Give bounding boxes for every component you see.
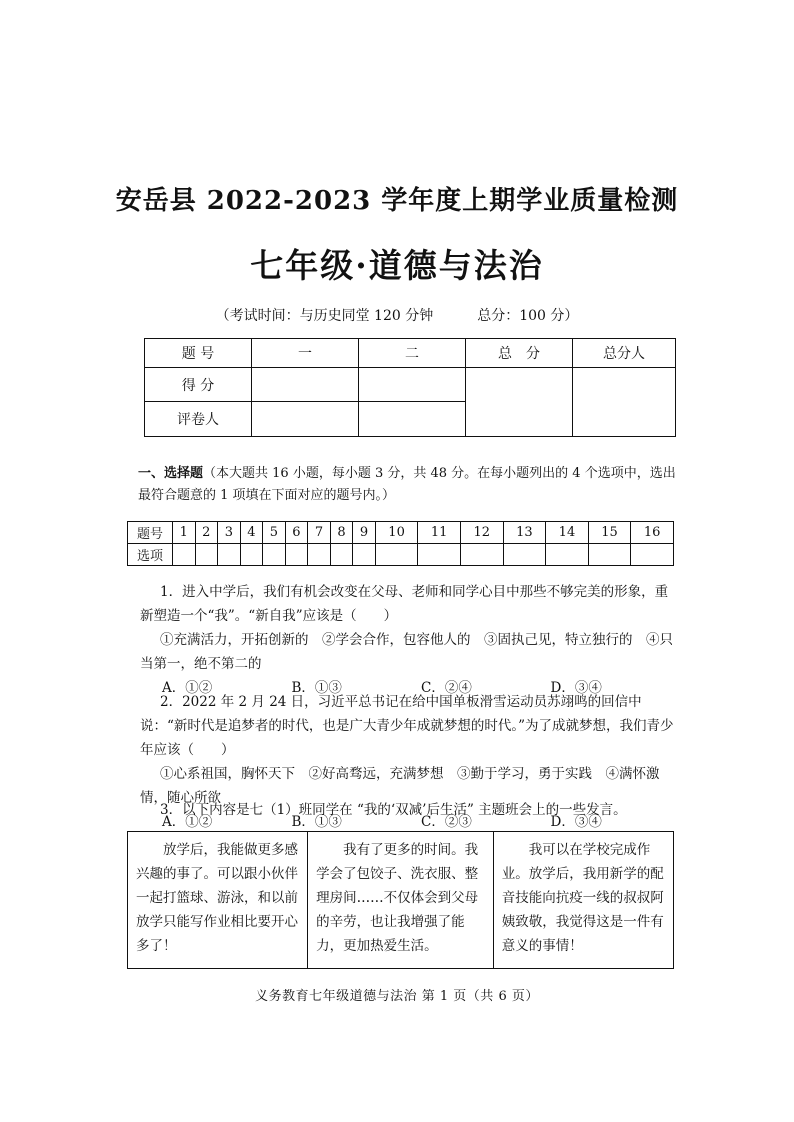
- answer-cell[interactable]: [195, 544, 218, 566]
- speech-text: 我有了更多的时间。我学会了包饺子、洗衣服、整理房间……不仅体会到父母的辛劳，也让我增强了能力，更加热爱生活。: [316, 842, 479, 954]
- answer-option-row: [128, 544, 674, 566]
- question-stem: 3．以下内容是七（1）班同学在 “我的‘双减’后生活” 主题班会上的一些发言。: [160, 802, 627, 818]
- answer-cell[interactable]: [285, 544, 308, 566]
- question-1: [140, 580, 680, 700]
- answer-number: 11: [418, 522, 461, 544]
- answer-cell[interactable]: [460, 544, 503, 566]
- speech-box: [308, 832, 494, 969]
- grader-row-label: 评卷人: [145, 402, 252, 437]
- scorer-cell: [573, 368, 676, 437]
- answer-number: 1: [173, 522, 196, 544]
- answer-cell[interactable]: [218, 544, 241, 566]
- score-head-part2: 二: [359, 339, 466, 368]
- answer-number: 13: [503, 522, 546, 544]
- answer-number: 9: [353, 522, 376, 544]
- exam-info: [0, 305, 794, 325]
- score-cell: [359, 368, 466, 402]
- answer-number: 15: [588, 522, 631, 544]
- speech-text: 我可以在学校完成作业。放学后，我用新学的配音技能向抗疫一线的叔叔阿姨致敬，我觉得这是一件有意义的事情！: [501, 842, 664, 954]
- answer-number: 14: [546, 522, 589, 544]
- answer-number: 4: [240, 522, 263, 544]
- score-head-total: 总 分: [466, 339, 573, 368]
- speech-box: [493, 832, 673, 969]
- answer-number: 2: [195, 522, 218, 544]
- option-b[interactable]: B．①③: [291, 814, 342, 830]
- answer-number: 5: [263, 522, 286, 544]
- answer-cell[interactable]: [308, 544, 331, 566]
- answer-cell[interactable]: [546, 544, 589, 566]
- section-title: 一、选择题: [138, 466, 204, 481]
- option-d[interactable]: D．③④: [550, 814, 602, 830]
- question-stem-text: 1．进入中学后，我们有机会改变在父母、老师和同学心目中那些不够完美的形象，重新塑造一个“我”。“新自我”应该是（ ）: [140, 584, 669, 624]
- option-b[interactable]: B．①③: [291, 680, 342, 696]
- score-head-number: 题 号: [145, 339, 252, 368]
- answer-number: 12: [460, 522, 503, 544]
- answer-cell[interactable]: [353, 544, 376, 566]
- answer-cell[interactable]: [503, 544, 546, 566]
- score-cell: [252, 368, 359, 402]
- answer-number: 7: [308, 522, 331, 544]
- answer-cell[interactable]: [418, 544, 461, 566]
- option-c[interactable]: C．②③: [421, 814, 472, 830]
- page-footer: 义务教育七年级道德与法治 第 1 页（共 6 页）: [255, 989, 539, 1004]
- total-score-cell: [466, 368, 573, 437]
- answer-row-label: 选项: [128, 544, 173, 566]
- score-table: [144, 338, 676, 437]
- question-stem: [140, 580, 680, 628]
- answer-number: 10: [375, 522, 418, 544]
- speech-boxes: [127, 831, 674, 969]
- section-instruction: （本大题共 16 小题，每小题 3 分，共 48 分。在每小题列出的 4 个选项中，选出最符合题意的 1 项填在下面对应的题号内。）: [138, 466, 676, 503]
- speech-text: 放学后，我能做更多感兴趣的事了。可以跟小伙伴一起打篮球、游泳，和以前放学只能写作业相比要开心多了！: [136, 842, 298, 954]
- score-row-label: 得 分: [145, 368, 252, 402]
- grader-cell: [359, 402, 466, 437]
- answer-number: 6: [285, 522, 308, 544]
- exam-title: 安岳县 2022-2023 学年度上期学业质量检测: [115, 186, 679, 216]
- answer-cell[interactable]: [263, 544, 286, 566]
- answer-number: 16: [631, 522, 674, 544]
- answer-cell[interactable]: [588, 544, 631, 566]
- option-a[interactable]: A．①②: [162, 814, 213, 830]
- answer-cell[interactable]: [631, 544, 674, 566]
- exam-time: （考试时间：与历史同堂 120 分钟: [215, 308, 434, 324]
- answer-row-label: 题号: [128, 522, 173, 544]
- grader-cell: [252, 402, 359, 437]
- question-stem: 2．2022 年 2 月 24 日，习近平总书记在给中国单板滑雪运动员苏翊鸣的回信中说：“新时代是追梦者的时代，也是广大青少年成就梦想的时代。”为了成就梦想，我们青少年应该（ ）: [140, 694, 674, 758]
- option-a[interactable]: A．①②: [162, 680, 213, 696]
- option-c[interactable]: C．②④: [421, 680, 472, 696]
- answer-number: 8: [330, 522, 353, 544]
- answer-cell[interactable]: [173, 544, 196, 566]
- section-heading: [138, 463, 678, 507]
- question-items: ①充满活力，开拓创新的 ②学会合作，包容他人的 ③固执己见，特立独行的 ④只当第一，绝不第二的: [140, 632, 673, 672]
- speech-box: [128, 832, 308, 969]
- total-score: 总分：100 分）: [477, 308, 579, 324]
- question-3: [140, 798, 680, 822]
- answer-number-row: [128, 522, 674, 544]
- answer-table: [127, 521, 674, 566]
- answer-cell[interactable]: [330, 544, 353, 566]
- answer-cell[interactable]: [240, 544, 263, 566]
- subject-title: 七年级·道德与法治: [250, 246, 544, 285]
- answer-number: 3: [218, 522, 241, 544]
- option-d[interactable]: D．③④: [550, 680, 602, 696]
- score-head-scorer: 总分人: [573, 339, 676, 368]
- answer-cell[interactable]: [375, 544, 418, 566]
- score-head-part1: 一: [252, 339, 359, 368]
- question-items: ①心系祖国，胸怀天下 ②好高骛远，充满梦想 ③勤于学习，勇于实践 ④满怀激情，随心所欲: [140, 766, 660, 806]
